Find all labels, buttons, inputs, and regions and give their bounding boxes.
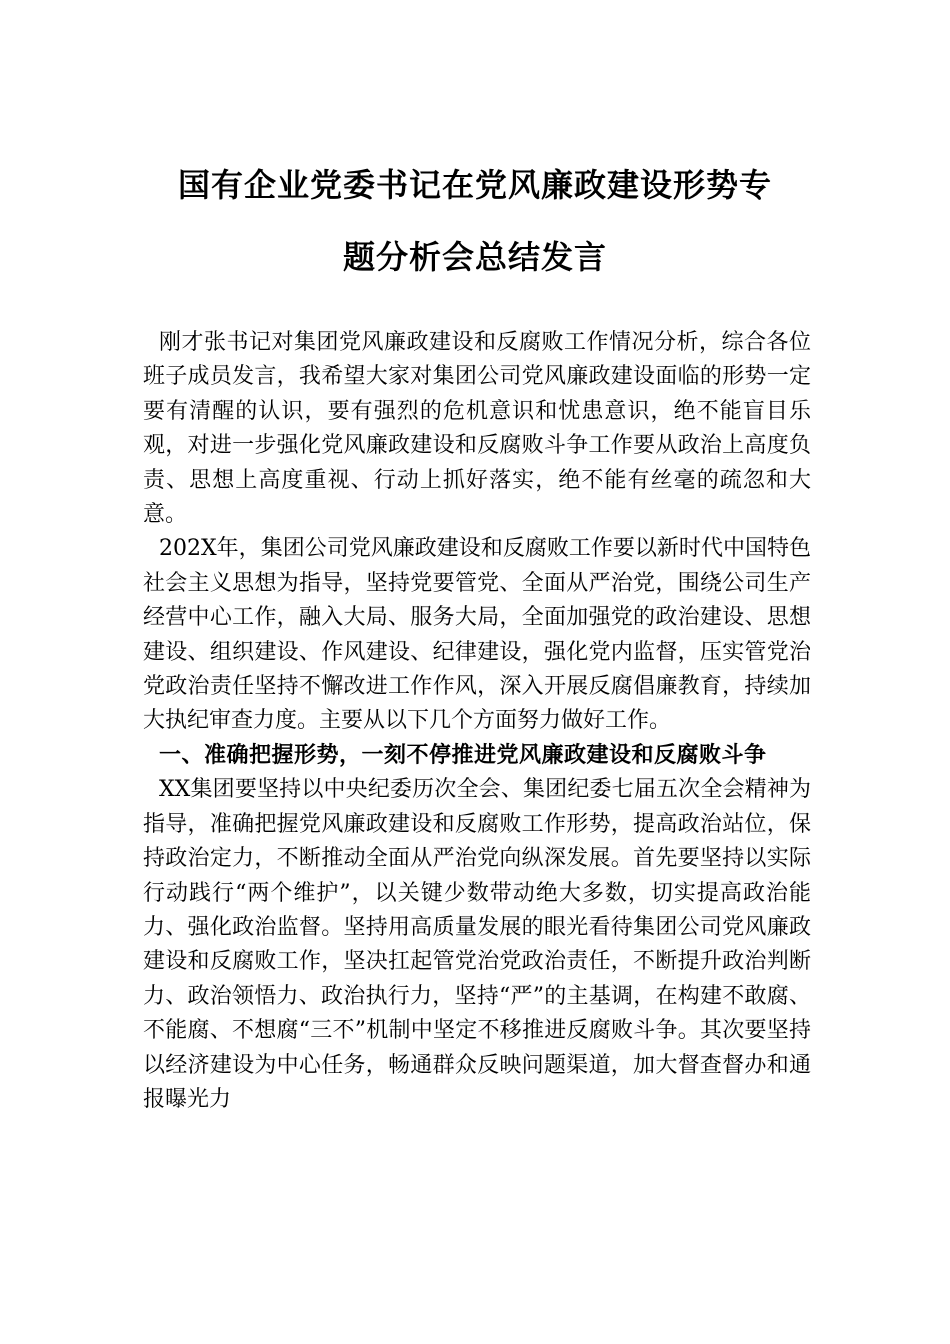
body-paragraph-2: 202X年，集团公司党风廉政建设和反腐败工作要以新时代中国特色社会主义思想为指导，坚持党要管党、全面从严治党，围绕公司生产经营中心工作，融入大局、服务大局，全面加强党的政治建设、思想建设、组织建设、作风建设、纪律建设，强化党内监督，压实管党治党政治责任坚持不懈改进工作作风，深入开展反腐倡廉教育，持续加大执纪审查力度。主要从以下几个方面努力做好工作。 xyxy=(143,536,811,734)
section-heading-1: 一、准确把握形势，一刻不停推进党风廉政建设和反腐败斗争 xyxy=(159,742,767,768)
document-title-line-2: 题分析会总结发言 xyxy=(342,238,607,276)
document-body xyxy=(143,326,811,1117)
document-title-line-1: 国有企业党委书记在党风廉政建设形势专 xyxy=(177,166,772,204)
section-1-paragraph: XX集团要坚持以中央纪委历次全会、集团纪委七届五次全会精神为指导，准确把握党风廉政建设和反腐败工作形势，提高政治站位，保持政治定力，不断推动全面从严治党向纵深发展。首先要坚持以实际行动践行“两个维护”，以关键少数带动绝大多数，切实提高政治能力、强化政治监督。坚持用高质量发展的眼光看待集团公司党风廉政建设和反腐败工作，坚决扛起管党治党政治责任，不断提升政治判断力、政治领悟力、政治执行力，坚持“严”的主基调，在构建不敢腐、不能腐、不想腐“三不”机制中坚定不移推进反腐败斗争。其次要坚持以经济建设为中心任务，畅通群众反映问题渠道，加大督查督办和通报曝光力 xyxy=(143,777,811,1112)
body-paragraph-1: 刚才张书记对集团党风廉政建设和反腐败工作情况分析，综合各位班子成员发言，我希望大家对集团公司党风廉政建设面临的形势一定要有清醒的认识，要有强烈的危机意识和忧患意识，绝不能盲目乐观，对进一步强化党风廉政建设和反腐败斗争工作要从政治上高度负责、思想上高度重视、行动上抓好落实，绝不能有丝毫的疏忽和大意。 xyxy=(143,330,811,528)
